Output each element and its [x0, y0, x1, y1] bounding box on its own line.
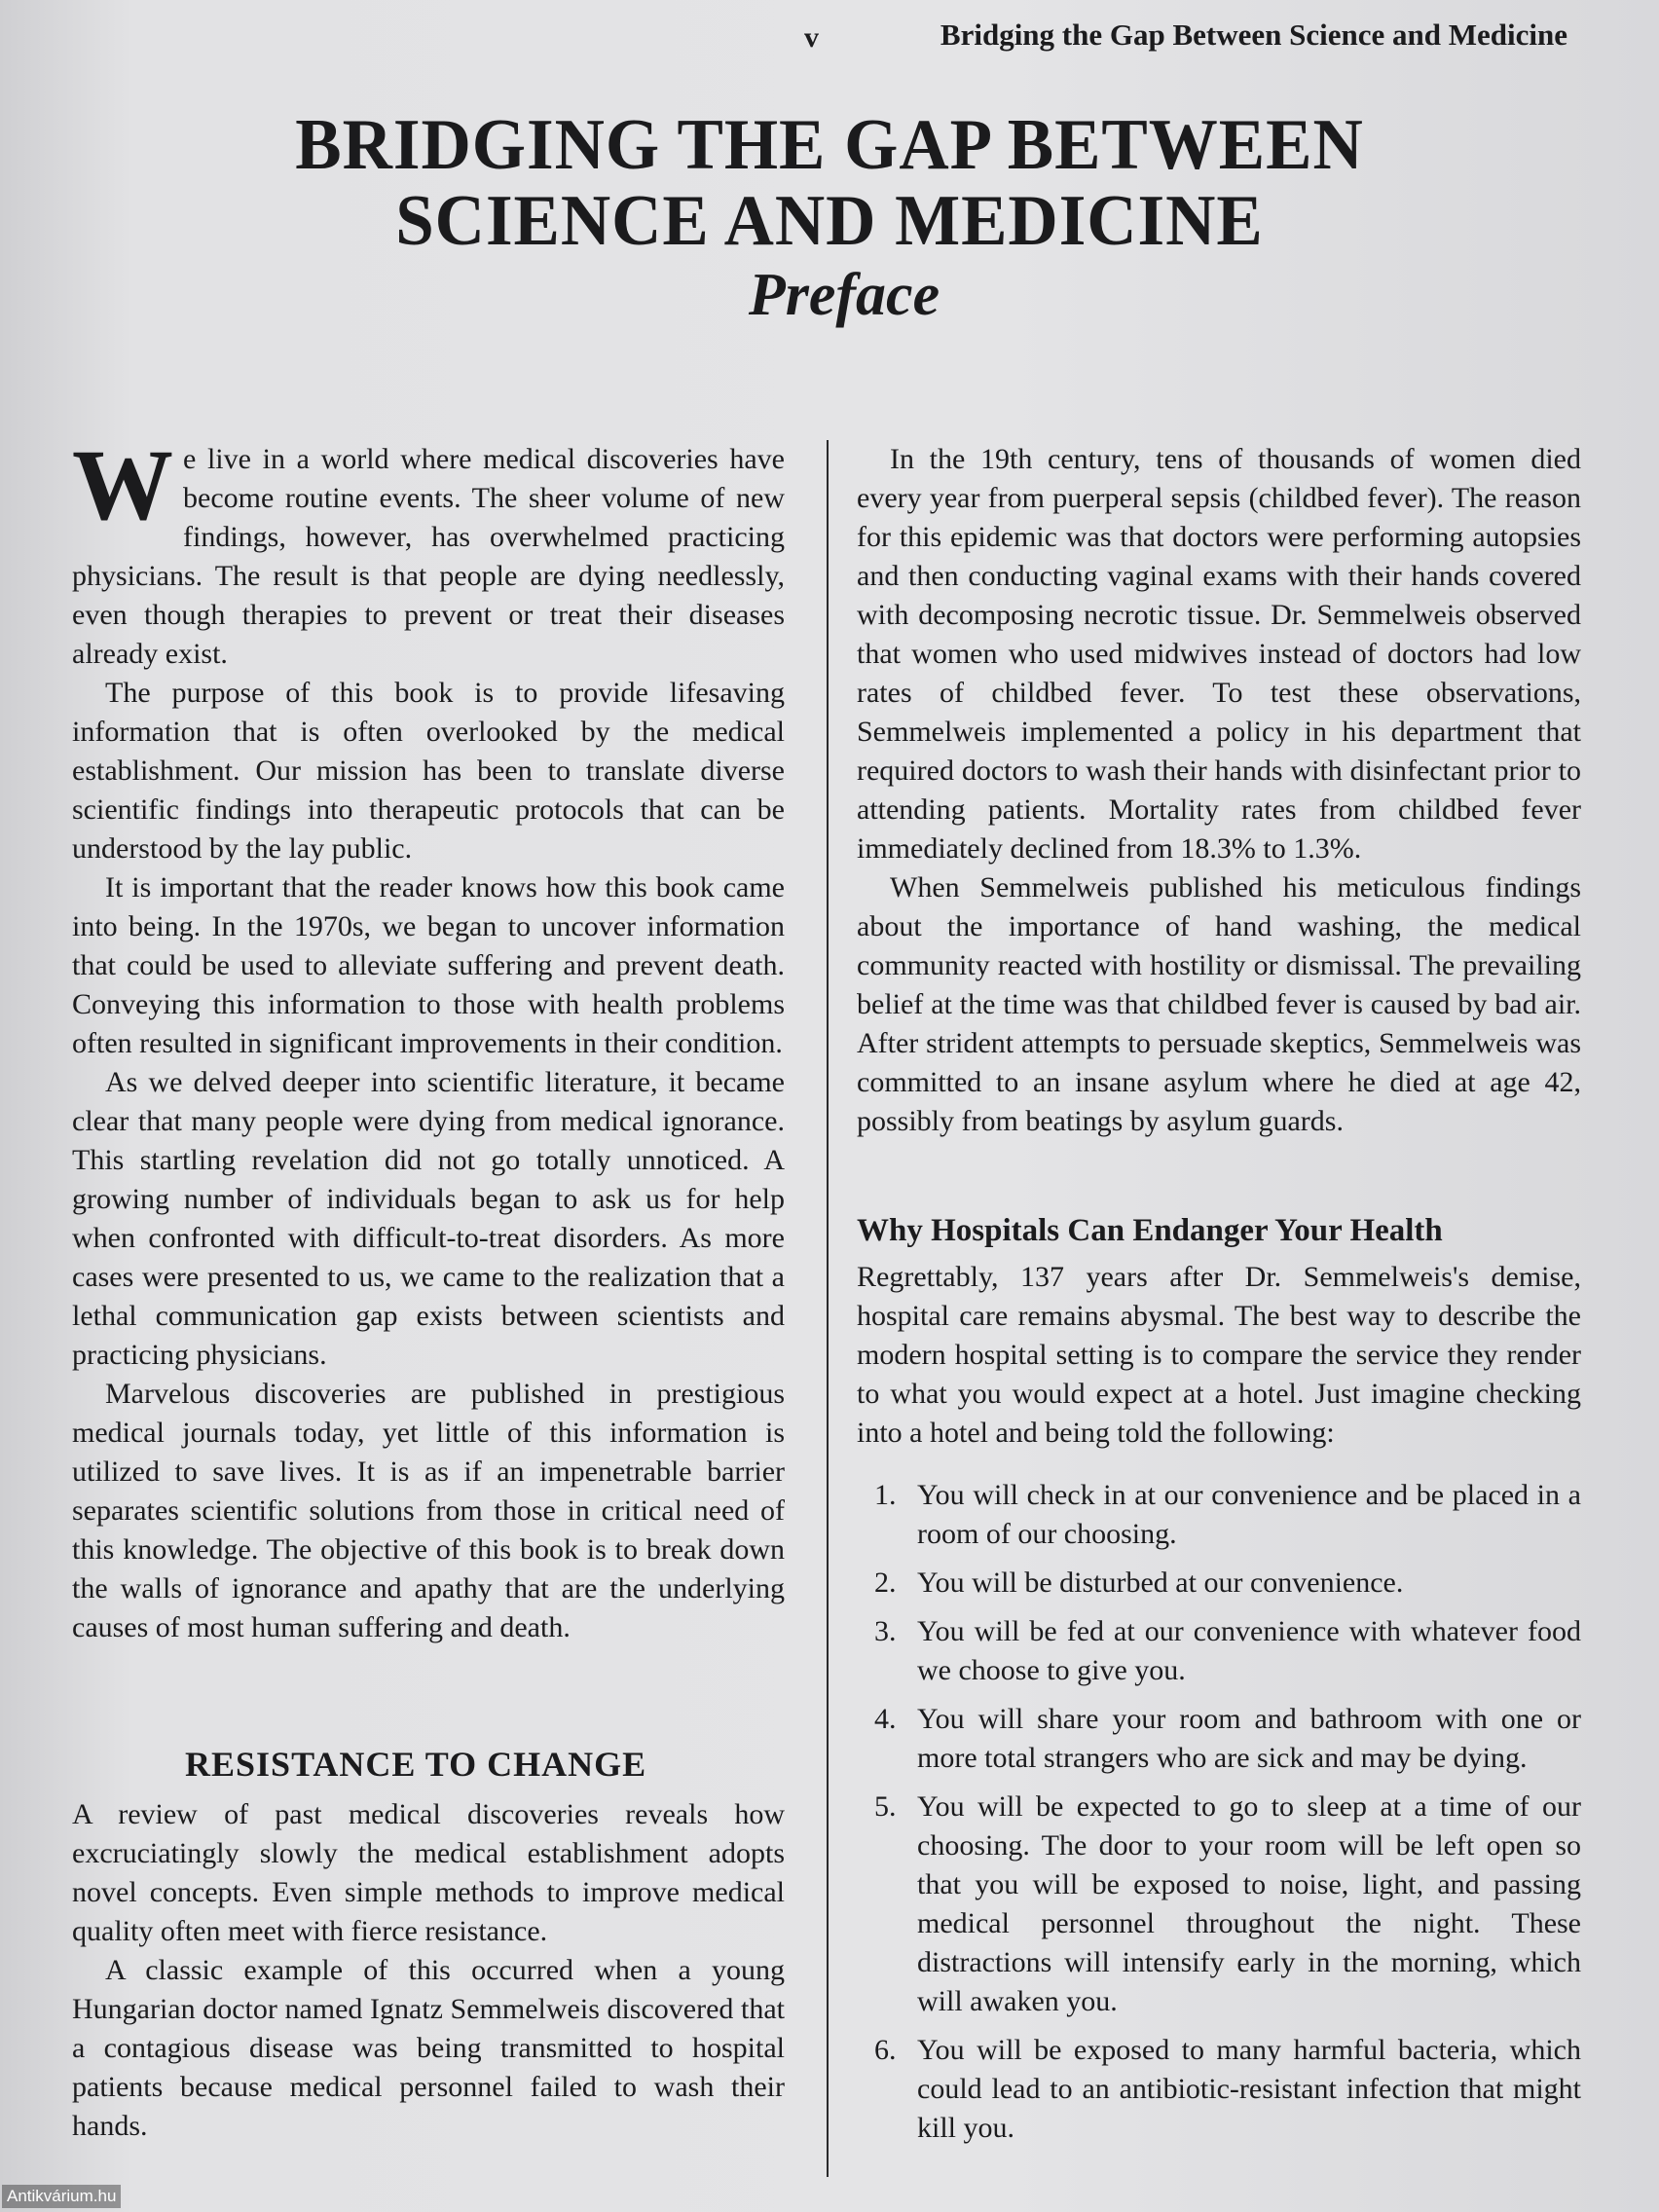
intro-paragraph	[72, 429, 785, 674]
running-title: Bridging the Gap Between Science and Medicine	[940, 18, 1567, 52]
main-title-line-1: BRIDGING THE GAP BETWEEN	[295, 105, 1364, 185]
column-divider	[827, 440, 829, 2177]
page-number: v	[804, 21, 819, 54]
list-item	[857, 2031, 1581, 2148]
paragraph-purpose: The purpose of this book is to provide lifesaving information that is often overlooked by the medical establishment. Our mission has been to translate diverse scientific findings into therapeutic protocols that can be understood by the lay public.	[72, 677, 785, 865]
paragraph-semmelweis-intro: A classic example of this occurred when a young Hungarian doctor named Ignatz Semmelweis discovered that a contagious disease was being transmitted to hospital patients because medical personnel failed to wash their hands.	[72, 1954, 785, 2142]
list-item	[857, 1700, 1581, 1778]
intro-paragraph-text: e live in a world where medical discoveries have become routine events. The sheer volume of new findings, however, has overwhelmed practicing physicians. The result is that people are dying needlessly, even though therapies to prevent or treat their diseases already exist.	[72, 443, 785, 670]
list-item-number: 6.	[874, 2034, 897, 2066]
paragraph-hospital-care: Regrettably, 137 years after Dr. Semmelweis's demise, hospital care remains abysmal. The best way to describe the modern hospital setting is to compare the service they render to what you would expect at a hotel. Just imagine checking into a hotel and being told the following:	[857, 1261, 1581, 1449]
list-item-text: You will share your room and bathroom with one or more total strangers who are sick and may be dying.	[917, 1703, 1581, 1774]
list-item-text: You will be disturbed at our convenience.	[917, 1567, 1404, 1599]
main-title-line-2: SCIENCE AND MEDICINE	[395, 181, 1264, 261]
list-item	[857, 1612, 1581, 1690]
list-item-number: 3.	[874, 1615, 897, 1647]
paragraph-hand-washing: When Semmelweis published his meticulous findings about the importance of hand washing, the medical community reacted with hostility or dismissal. The prevailing belief at the time was that childbed fever is caused by bad air. After strident attempts to persuade skeptics, Semmelweis was committed to an insane asylum where he died at age 42, possibly from beatings by asylum guards.	[857, 871, 1581, 1137]
paragraph-discoveries: Marvelous discoveries are published in prestigious medical journals today, yet little of this information is utilized to save lives. It is as if an impenetrable barrier separates scientific solutions from those in critical need of this knowledge. The objective of this book is to break down the walls of ignorance and apathy that are the underlying causes of most human suffering and death.	[72, 1378, 785, 1643]
subtitle: Preface	[748, 262, 940, 328]
watermark: Antikvárium.hu	[2, 2185, 121, 2208]
main-title	[33, 107, 1626, 259]
paragraph-origin: It is important that the reader knows how this book came into being. In the 1970s, we began to uncover information that could be used to alleviate suffering and prevent death. Conveying this information to those with health problems often resulted in significant improvements in their condition.	[72, 871, 785, 1059]
list-item-text: You will be expected to go to sleep at a time of our choosing. The door to your room will be left open so that you will be exposed to noise, light, and passing medical personnel throughout the night. These distractions will intensify early in the morning, which will awaken you.	[917, 1790, 1581, 2017]
page-header	[0, 14, 1659, 62]
list-item-number: 5.	[874, 1790, 897, 1823]
paragraph-childbed-fever: In the 19th century, tens of thousands of women died every year from puerperal sepsis (childbed fever). The reason for this epidemic was that doctors were performing autopsies and then conducting vaginal exams with their hands covered with decomposing necrotic tissue. Dr. Semmelweis observed that women who used midwives instead of doctors had low rates of childbed fever. To test these observations, Semmelweis implemented a policy in his department that required doctors to wash their hands with disinfectant prior to attending patients. Mortality rates from childbed fever immediately declined from 18.3% to 1.3%.	[857, 443, 1581, 865]
paragraph-review: A review of past medical discoveries reveals how excruciatingly slowly the medical establishment adopts novel concepts. Even simple methods to improve medical quality often meet with fierce resistance.	[72, 1798, 785, 1947]
list-item	[857, 1564, 1581, 1603]
title-block	[0, 107, 1659, 330]
right-column	[857, 440, 1581, 2157]
list-item-number: 4.	[874, 1703, 897, 1735]
list-item	[857, 1476, 1581, 1554]
list-item-number: 2.	[874, 1567, 897, 1599]
list-item-text: You will be fed at our convenience with whatever food we choose to give you.	[917, 1615, 1581, 1686]
drop-cap: W	[72, 429, 173, 541]
list-item-text: You will check in at our convenience and be placed in a room of our choosing.	[917, 1479, 1581, 1550]
section-heading-hospitals: Why Hospitals Can Endanger Your Health	[857, 1213, 1443, 1248]
left-column	[72, 429, 785, 2146]
list-item-number: 1.	[874, 1479, 897, 1511]
list-item-text: You will be exposed to many harmful bacteria, which could lead to an antibiotic-resistant infection that might kill you.	[917, 2034, 1581, 2144]
paragraph-ignorance: As we delved deeper into scientific literature, it became clear that many people were dying from medical ignorance. This startling revelation did not go totally unnoticed. A growing number of individuals began to ask us for help when confronted with difficult-to-treat disorders. As more cases were presented to us, we came to the realization that a lethal communication gap exists between scientists and practicing physicians.	[72, 1066, 785, 1371]
list-item	[857, 1788, 1581, 2021]
hotel-list	[857, 1476, 1581, 2148]
section-heading-resistance: RESISTANCE TO CHANGE	[185, 1745, 647, 1784]
